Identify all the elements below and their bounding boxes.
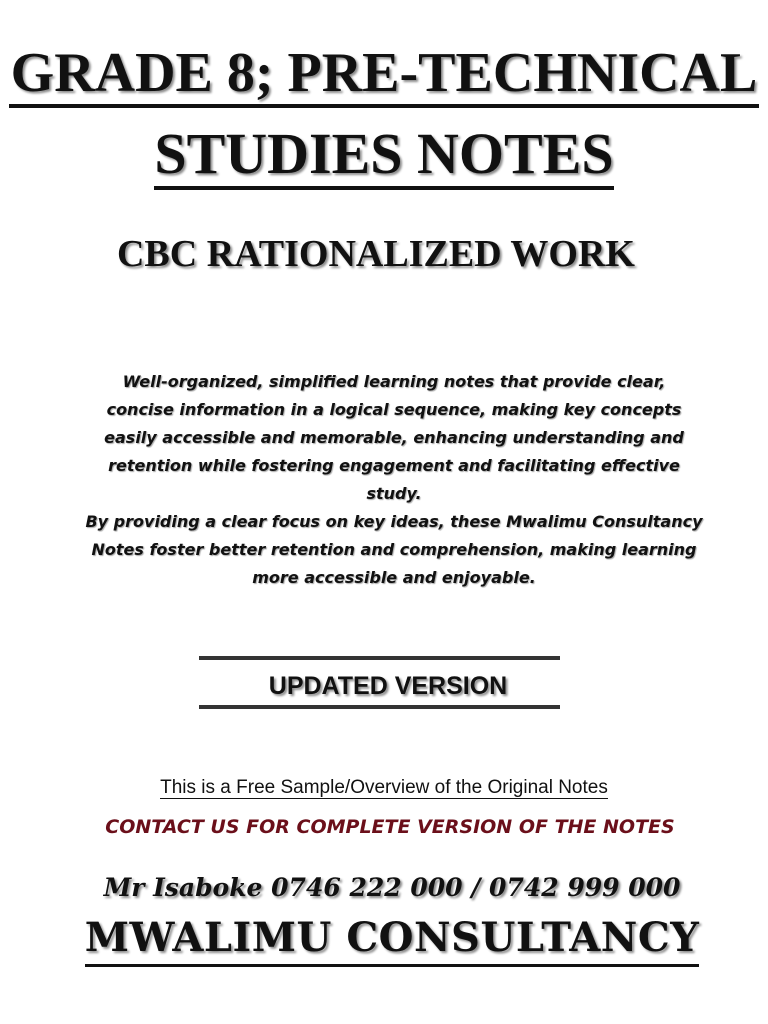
title-line-1 <box>0 38 768 108</box>
description-paragraph-2: By providing a clear focus on key ideas, these Mwalimu Consultancy Notes foster better retention and comprehension, making learning more accessible and enjoyable. <box>85 512 703 587</box>
title-line-2 <box>0 118 768 190</box>
brand-name-text: MWALIMU CONSULTANCY <box>85 912 700 967</box>
subtitle: CBC RATIONALIZED WORK <box>116 233 635 275</box>
brand-name <box>8 910 768 967</box>
contact-line: CONTACT US FOR COMPLETE VERSION OF THE NOTES <box>105 816 675 838</box>
free-sample-note <box>0 774 768 802</box>
banner-bottom-rule <box>199 705 560 709</box>
phone-contacts: Mr Isaboke 0746 222 000 / 0742 999 000 <box>103 873 681 902</box>
description-paragraph-1: Well-organized, simplified learning notes that provide clear, concise information in a logical sequence, making key concepts easily accessible and memorable, enhancing understanding and retention while fostering engagement and facilitating effective study. <box>104 372 684 503</box>
banner-top-rule <box>199 656 560 660</box>
title-line-2-text: STUDIES NOTES <box>154 122 613 190</box>
free-sample-note-text: This is a Free Sample/Overview of the Original Notes <box>160 777 608 798</box>
updated-version-banner: UPDATED VERSION <box>268 672 508 700</box>
title-line-1-text: GRADE 8; PRE-TECHNICAL <box>9 42 760 108</box>
